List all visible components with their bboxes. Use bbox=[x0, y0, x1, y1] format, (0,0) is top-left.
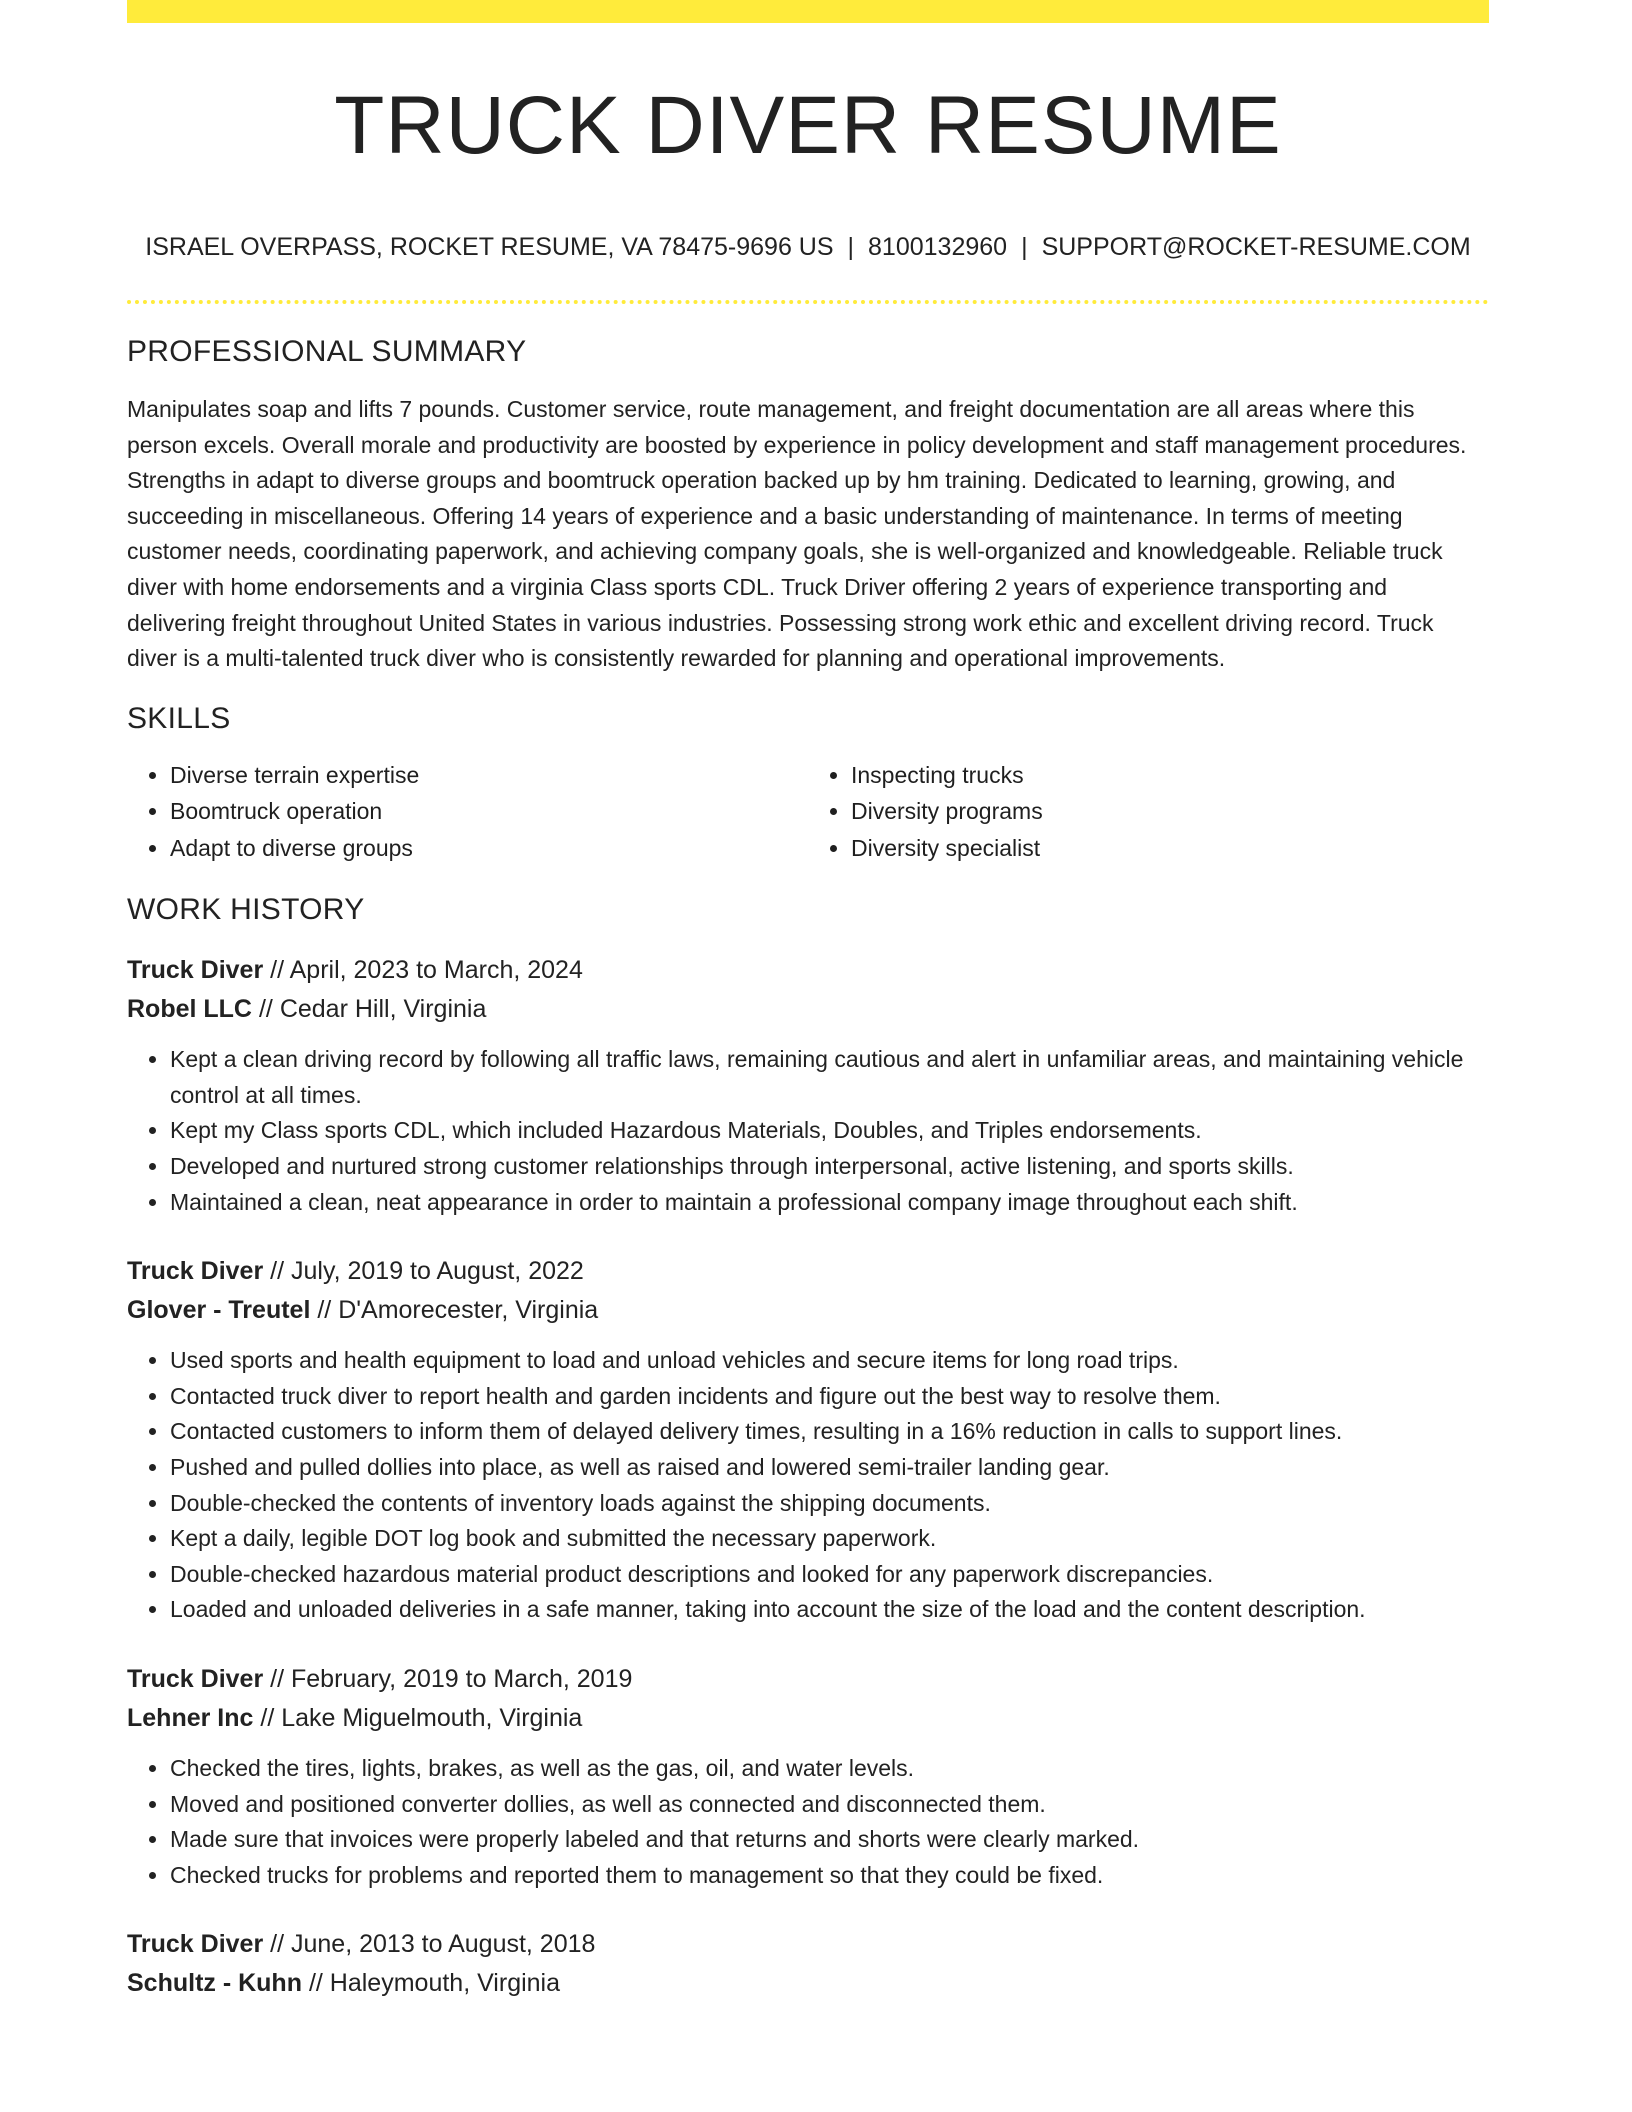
job-separator: // bbox=[317, 1296, 332, 1325]
job-company-line bbox=[127, 1291, 1489, 1330]
skills-column-right bbox=[808, 757, 1489, 867]
job-bullet: • Kept a clean driving record by following all traffic laws, remaining cautious and alert in unfamiliar areas, and maintaining vehicle control at all times. bbox=[170, 1042, 1489, 1113]
job-title: Truck Diver bbox=[127, 956, 264, 985]
job-separator: // bbox=[260, 1703, 275, 1732]
job-company: Lehner Inc bbox=[127, 1703, 254, 1732]
job-location: Cedar Hill, Virginia bbox=[279, 995, 487, 1024]
job-separator: // bbox=[308, 1969, 323, 1998]
job-dates: July, 2019 to August, 2022 bbox=[291, 1257, 584, 1286]
skill-item: • Inspecting trucks bbox=[851, 757, 1489, 794]
job-separator: // bbox=[270, 1257, 285, 1286]
skill-item: • Diversity programs bbox=[851, 793, 1489, 830]
job-separator: // bbox=[270, 1930, 285, 1959]
dotted-divider bbox=[127, 300, 1489, 304]
job-bullet: • Made sure that invoices were properly labeled and that returns and shorts were clearly marked. bbox=[170, 1822, 1489, 1858]
job-title-line bbox=[127, 1252, 1489, 1291]
skill-item: • Boomtruck operation bbox=[170, 793, 808, 830]
job-title-line bbox=[127, 1660, 1489, 1699]
job-entry bbox=[127, 951, 1489, 1220]
job-company-line bbox=[127, 990, 1489, 1029]
summary-heading: PROFESSIONAL SUMMARY bbox=[127, 335, 527, 368]
job-bullet: • Kept a daily, legible DOT log book and submitted the necessary paperwork. bbox=[170, 1521, 1489, 1557]
work-history-heading: WORK HISTORY bbox=[127, 893, 365, 927]
job-company-line bbox=[127, 1699, 1489, 1738]
job-company: Glover - Treutel bbox=[127, 1296, 311, 1325]
job-dates: February, 2019 to March, 2019 bbox=[291, 1664, 633, 1693]
job-title-line bbox=[127, 1925, 1489, 1964]
contact-separator: | bbox=[847, 233, 855, 261]
job-separator: // bbox=[270, 956, 285, 985]
resume-content bbox=[127, 0, 1489, 2003]
job-bullet: • Loaded and unloaded deliveries in a safe manner, taking into account the size of the load and the content description. bbox=[170, 1592, 1489, 1628]
job-bullet: • Maintained a clean, neat appearance in order to maintain a professional company image throughout each shift. bbox=[170, 1185, 1489, 1221]
job-company: Schultz - Kuhn bbox=[127, 1969, 302, 1998]
job-bullet: • Contacted truck diver to report health and garden incidents and figure out the best way to resolve them. bbox=[170, 1379, 1489, 1415]
job-entry bbox=[127, 1925, 1489, 2003]
job-location: D'Amorecester, Virginia bbox=[338, 1296, 599, 1325]
job-title-line bbox=[127, 951, 1489, 990]
skills-heading: SKILLS bbox=[127, 701, 231, 735]
job-entry bbox=[127, 1252, 1489, 1628]
job-bullet: • Kept my Class sports CDL, which included Hazardous Materials, Doubles, and Triples endorsements. bbox=[170, 1113, 1489, 1149]
job-bullet: • Pushed and pulled dollies into place, as well as raised and lowered semi-trailer landing gear. bbox=[170, 1450, 1489, 1486]
job-company: Robel LLC bbox=[127, 995, 252, 1024]
job-bullets bbox=[127, 1343, 1489, 1628]
resume-title: TRUCK DIVER RESUME bbox=[334, 80, 1282, 171]
skills-grid bbox=[127, 757, 1489, 867]
skill-item: • Adapt to diverse groups bbox=[170, 830, 808, 867]
contact-email: SUPPORT@ROCKET-RESUME.COM bbox=[1041, 233, 1471, 261]
job-dates: April, 2023 to March, 2024 bbox=[289, 956, 583, 985]
job-bullets bbox=[127, 1042, 1489, 1220]
skills-column-left bbox=[127, 757, 808, 867]
summary-text: Manipulates soap and lifts 7 pounds. Customer service, route management, and freight documentation are all areas where this person excels. Overall morale and productivity are boosted by experience in policy development and staff management procedures. Strengths in adapt to diverse groups and boomtruck operation backed up by hm training. Dedicated to learning, growing, and succeeding in miscellaneous. Offering 14 years of experience and a basic understanding of maintenance. In terms of meeting customer needs, coordinating paperwork, and achieving company goals, she is well-organized and knowledgeable. Reliable truck diver with home endorsements and a virginia Class sports CDL. Truck Driver offering 2 years of experience transporting and delivering freight throughout United States in various industries. Possessing strong work ethic and excellent driving record. Truck diver is a multi-talented truck diver who is consistently rewarded for planning and operational improvements. bbox=[127, 396, 1467, 672]
job-title: Truck Diver bbox=[127, 1664, 264, 1693]
job-title: Truck Diver bbox=[127, 1257, 264, 1286]
job-bullet: • Double-checked the contents of inventory loads against the shipping documents. bbox=[170, 1486, 1489, 1522]
job-bullet: • Checked the tires, lights, brakes, as well as the gas, oil, and water levels. bbox=[170, 1751, 1489, 1787]
job-separator: // bbox=[270, 1664, 285, 1693]
job-bullet: • Double-checked hazardous material product descriptions and looked for any paperwork discrepancies. bbox=[170, 1557, 1489, 1593]
contact-phone: 8100132960 bbox=[868, 233, 1008, 261]
job-location: Lake Miguelmouth, Virginia bbox=[281, 1703, 583, 1732]
job-company-line bbox=[127, 1964, 1489, 2003]
skill-item: • Diverse terrain expertise bbox=[170, 757, 808, 794]
job-bullet: • Moved and positioned converter dollies, as well as connected and disconnected them. bbox=[170, 1787, 1489, 1823]
job-entry bbox=[127, 1660, 1489, 1893]
job-bullet: • Contacted customers to inform them of delayed delivery times, resulting in a 16% reduction in calls to support lines. bbox=[170, 1414, 1489, 1450]
contact-line bbox=[127, 232, 1489, 262]
job-dates: June, 2013 to August, 2018 bbox=[291, 1930, 596, 1959]
contact-separator: | bbox=[1021, 233, 1028, 261]
skill-item: • Diversity specialist bbox=[851, 830, 1489, 867]
job-bullet: • Used sports and health equipment to load and unload vehicles and secure items for long road trips. bbox=[170, 1343, 1489, 1379]
contact-address: ISRAEL OVERPASS, ROCKET RESUME, VA 78475-9696 US bbox=[145, 233, 834, 261]
job-bullets bbox=[127, 1751, 1489, 1893]
job-location: Haleymouth, Virginia bbox=[329, 1969, 561, 1998]
job-title: Truck Diver bbox=[127, 1930, 264, 1959]
job-bullet: • Developed and nurtured strong customer relationships through interpersonal, active listening, and sports skills. bbox=[170, 1149, 1489, 1185]
job-separator: // bbox=[258, 995, 273, 1024]
job-bullet: • Checked trucks for problems and reported them to management so that they could be fixed. bbox=[170, 1858, 1489, 1894]
